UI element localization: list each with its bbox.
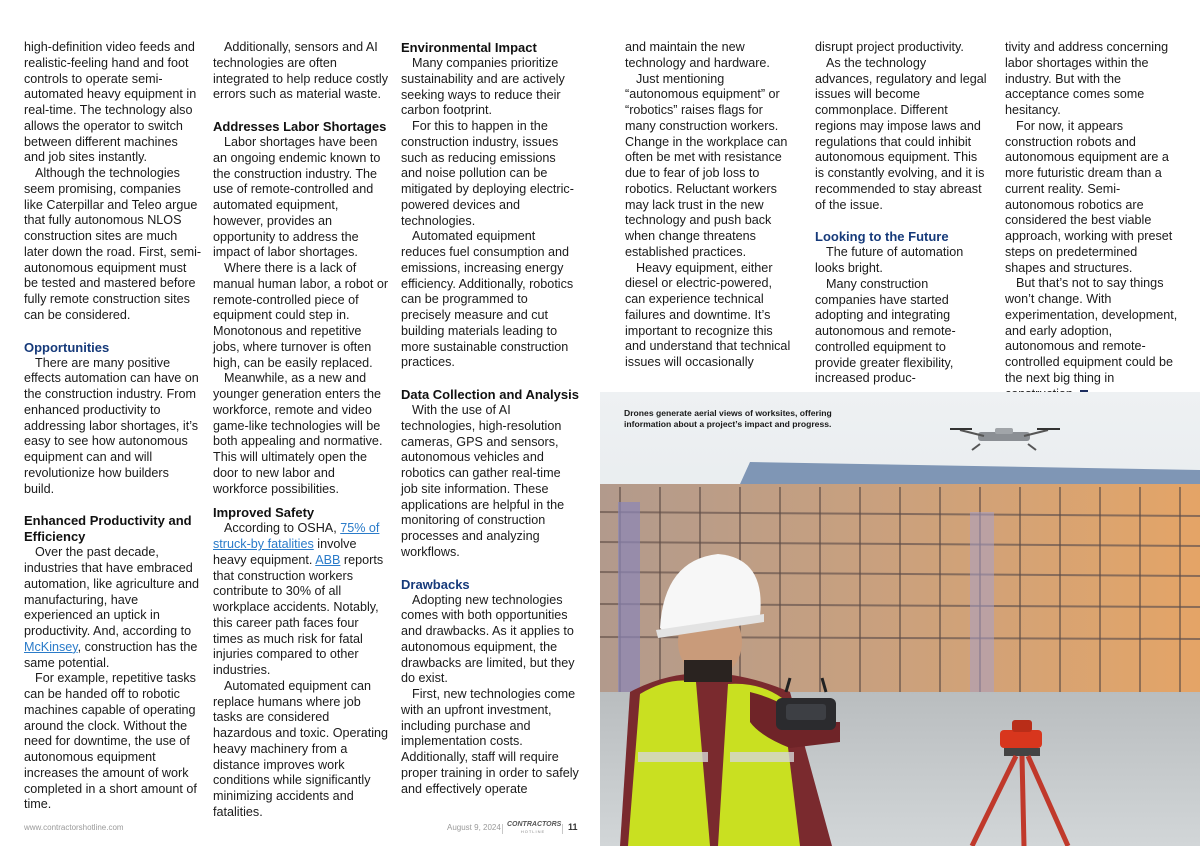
heading-improved-safety: Improved Safety: [213, 505, 315, 521]
paragraph: and maintain the new technology and hardware.: [625, 40, 770, 70]
paragraph: As the technology advances, regulatory and legal issues will become commonplace. Different regions may impose laws and regulations that could inhibit autonomous equipment. This is constantly evolving, and it is recommended to stay abreast of the issue.: [815, 55, 987, 212]
paragraph: For this to happen in the construction industry, issues such as reducing emissions and noise pollution can be mitigated by deploying electric-powered devices and technologies.: [401, 119, 574, 228]
paragraph: Meanwhile, as a new and younger generation enters the workforce, remote and video game-like technologies will be both appealing and normative. This will ultimately open the door to new labor and workforce possibilities.: [213, 371, 383, 496]
photo-illustration: [600, 392, 1200, 846]
publication-logo-top: CONTRACTORS: [507, 821, 562, 828]
publication-logo-bottom: HOTLINE: [520, 829, 546, 834]
footer-date: August 9, 2024: [447, 823, 501, 832]
paragraph: Heavy equipment, either diesel or electric-powered, can experience technical failures and downtime. It’s important to recognize this and understand that technical issues will occasionally: [625, 260, 791, 369]
drone-worksite-photo: [600, 392, 1200, 846]
paragraph: But that’s not to say things won’t change. With experimentation, development, and early adoption, autonomous and remote-controlled equipment could be the next big thing in: [1005, 276, 1181, 402]
paragraph: Just mentioning “autonomous equipment” or “robotics” raises flags for many construction workers. Change in the workplace can often be met with resistance due to fear of job loss to robotics. Reluctant workers may lack trust in the new technology and push back when change threatens established practices.: [625, 71, 788, 259]
paragraph: According to OSHA, 75% of struck-by fatalities involve heavy equipment. ABB reports that construction workers contribute to 30% of all workplace accidents. Notably, this career path faces four times as much risk for fatal injuries compared to other industries.: [213, 521, 384, 677]
paragraph: For example, repetitive tasks can be handed off to robotic machines capable of operating around the clock. Without the need for downtime, the use of autonomous equipment increases the amount of work completed in a short amount of time.: [24, 671, 197, 812]
heading-labor-shortages: Addresses Labor Shortages: [213, 119, 387, 134]
heading-looking-to-future: Looking to the Future: [815, 229, 949, 245]
paragraph: Additionally, sensors and AI technologies are often integrated to help reduce costly errors such as material waste.: [213, 40, 389, 102]
paragraph: Labor shortages have been an ongoing endemic known to the construction industry. The use of remote-controlled and automated equipment, however, provides an opportunity to address the impact of labor shortages.: [213, 135, 381, 260]
heading-drawbacks: Drawbacks: [401, 576, 470, 592]
page-number: 11: [568, 822, 578, 832]
heading-environmental-impact: Environmental Impact: [401, 40, 537, 55]
paragraph: First, new technologies come with an upfront investment, including purchase and implementation costs. Additionally, staff will require proper training in order to safely and effectively operate: [401, 687, 579, 796]
paragraph: Where there is a lack of manual human labor, a robot or remote-controlled piece of equipment could step in. Monotonous and repetitive jobs, where turnover is often high, can be easily replaced.: [213, 261, 389, 370]
photo-caption: Drones generate aerial views of worksites, offering information about a project’s impact and progress.: [624, 408, 832, 429]
paragraph: There are many positive effects automation can have on the construction industry. From enhanced productivity to addressing labor shortages, it’s easy to see how autonomous equipment can and will revolutionize how builders build.: [24, 355, 199, 496]
footer-website: www.contractorshotline.com: [24, 823, 124, 832]
paragraph: With the use of AI technologies, high-resolution cameras, GPS and sensors, autonomous vehicles and robotics can gather real-time job site information. These applications are helpful in the monitoring of construction processes and analyzing workflows.: [401, 403, 565, 559]
paragraph: Although the technologies seem promising, companies like Caterpillar and Teleo argue that fully autonomous NLOS construction sites are much later down the road. First, semi-autonomous equipment must be tested and mastered before fully remote construction sites can be considered.: [24, 166, 202, 322]
paragraph: Over the past decade, industries that have embraced automation, like agriculture and manufacturing, have experienced an uptick in productivity. And, according to McKinsey, construction has the same potential.: [24, 545, 200, 670]
publication-logo: [507, 821, 562, 835]
footer-divider: [562, 824, 563, 834]
abb-link[interactable]: ABB: [315, 552, 341, 567]
column-4: [625, 40, 793, 371]
column-2: [213, 40, 389, 821]
paragraph: For now, it appears construction robots and autonomous equipment are a more futuristic dream than a current reality. Semi-autonomous robotics are considered the best viable approach, working with preset steps on predetermined shapes and structures.: [1005, 118, 1173, 275]
column-6: [1005, 40, 1181, 402]
paragraph: Automated equipment reduces fuel consumption and emissions, increasing energy efficiency. Additionally, robotics can be programmed to precisely measure and cut building materials leading to more sustainable construction practices.: [401, 229, 574, 370]
paragraph: Many companies prioritize sustainability and are actively seeking ways to reduce their carbon footprint.: [401, 56, 565, 118]
heading-enhanced-productivity: Enhanced Productivity and Efficiency: [24, 513, 192, 545]
paragraph: high-definition video feeds and realistic-feeling hand and foot controls to operate semi-automated heavy equipment in real-time. The technology also allows the operator to switch between different machines and job sites instantly.: [24, 40, 197, 165]
paragraph: The future of automation looks bright.: [815, 245, 964, 275]
mckinsey-link[interactable]: McKinsey: [24, 639, 78, 654]
column-1: [24, 40, 202, 813]
column-3: [401, 40, 579, 797]
paragraph: Adopting new technologies comes with both opportunities and drawbacks. As it applies to autonomous equipment, the drawbacks are limited, but they do exist.: [401, 592, 575, 686]
column-5: [815, 40, 987, 387]
osha-fatalities-link[interactable]: 75% of struck-by fatalities: [213, 521, 380, 551]
heading-opportunities: Opportunities: [24, 339, 110, 355]
heading-data-collection: Data Collection and Analysis: [401, 387, 579, 402]
paragraph: Automated equipment can replace humans where job tasks are considered hazardous and toxic. Operating heavy machinery from a distance improves work conditions while significantly minimizing accidents and fatalities.: [213, 678, 389, 819]
paragraph: tivity and address concerning labor shortages within the industry. But with the acceptance comes some hesitancy.: [1005, 40, 1169, 117]
paragraph: disrupt project productivity.: [815, 40, 964, 54]
footer-divider: [502, 824, 503, 834]
paragraph: Many construction companies have started adopting and integrating autonomous and remote-controlled equipment to provide greater flexibility, increased produc-: [815, 276, 956, 386]
